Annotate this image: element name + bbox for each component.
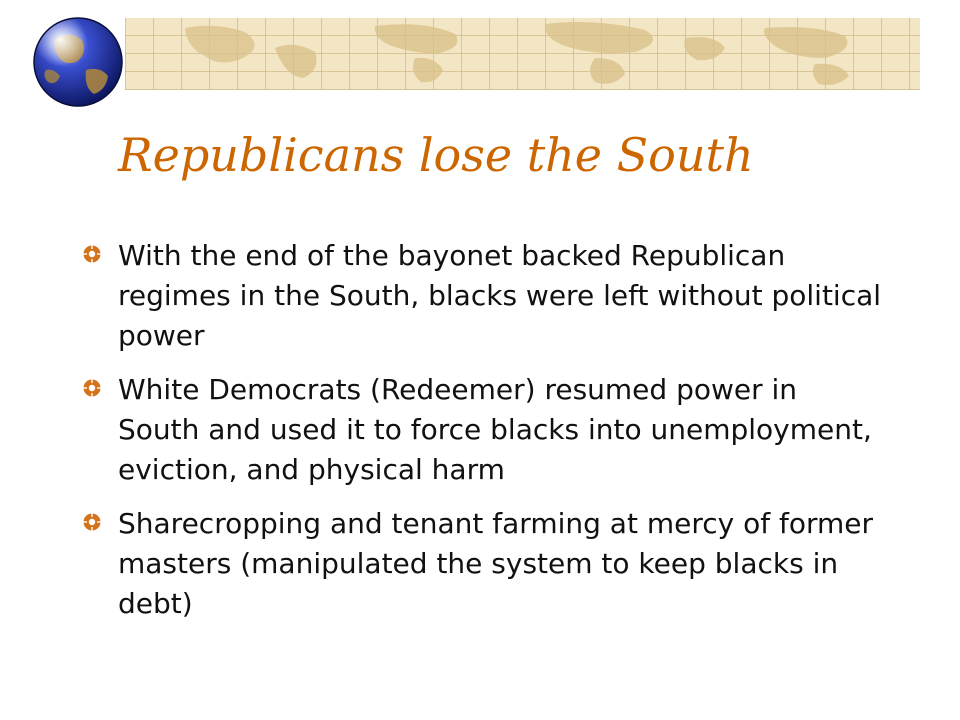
bullet-item — [82, 504, 882, 624]
globe-icon — [26, 10, 130, 114]
bullet-text: With the end of the bayonet backed Republican regimes in the South, blacks were left without political power — [118, 239, 882, 352]
map-banner — [125, 18, 920, 90]
world-map-graphic — [125, 18, 920, 90]
bullet-item — [82, 236, 882, 356]
bullet-list — [82, 236, 882, 638]
bullet-text: White Democrats (Redeemer) resumed power in South and used it to force blacks into unemployment, eviction, and physical harm — [118, 373, 872, 486]
gear-bullet-icon — [82, 512, 102, 532]
gear-bullet-icon — [82, 378, 102, 398]
gear-bullet-icon — [82, 244, 102, 264]
bullet-item — [82, 370, 882, 490]
bullet-text: Sharecropping and tenant farming at mercy of former masters (manipulated the system to keep blacks in debt) — [118, 507, 874, 620]
slide-title: Republicans lose the South — [118, 128, 754, 182]
